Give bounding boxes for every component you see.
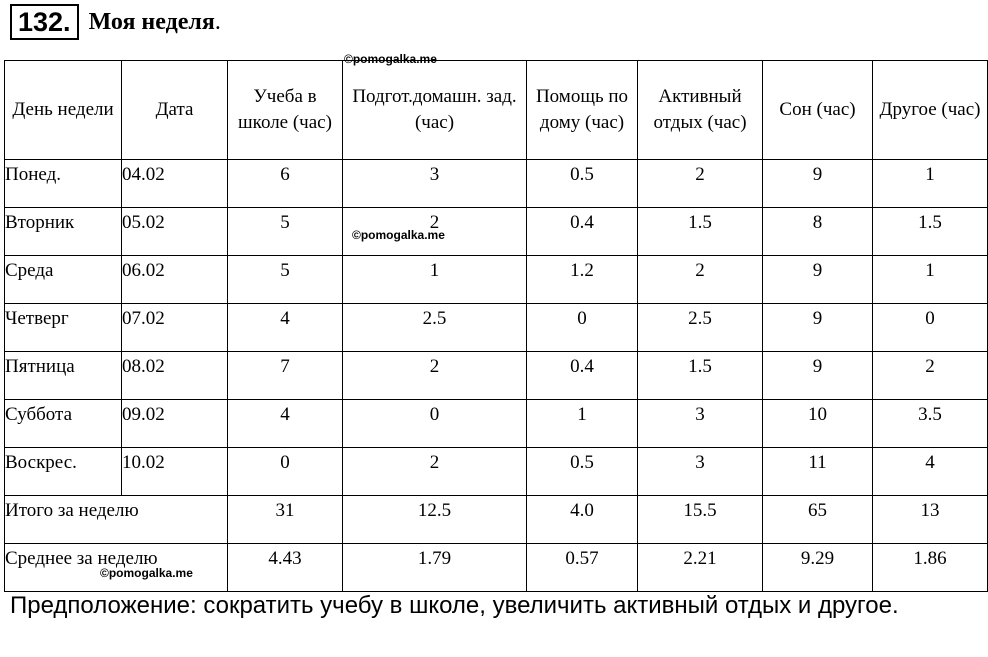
cell-school: 5 — [228, 256, 343, 304]
exercise-header — [10, 2, 221, 42]
cell-other: 0 — [873, 304, 988, 352]
cell-date: 09.02 — [122, 400, 228, 448]
cell-school: 0 — [228, 448, 343, 496]
title-dot: . — [214, 8, 221, 35]
watermark: ©pomogalka.me — [344, 52, 437, 66]
cell-other: 1.86 — [873, 544, 988, 592]
cell-school: 7 — [228, 352, 343, 400]
cell-school: 4 — [228, 304, 343, 352]
cell-other: 2 — [873, 352, 988, 400]
cell-day: Пятница — [5, 352, 122, 400]
table-header-row — [5, 61, 988, 160]
cell-date: 08.02 — [122, 352, 228, 400]
cell-homework: 1 — [343, 256, 527, 304]
cell-sleep: 65 — [763, 496, 873, 544]
header-homework: Подгот.домашн. зад. (час) — [343, 61, 527, 160]
cell-sleep: 9 — [763, 160, 873, 208]
header-housework: Помощь по дому (час) — [527, 61, 638, 160]
cell-homework: 12.5 — [343, 496, 527, 544]
cell-active-rest: 2 — [638, 160, 763, 208]
table-row — [5, 352, 988, 400]
cell-sleep: 9.29 — [763, 544, 873, 592]
cell-school: 31 — [228, 496, 343, 544]
header-active-rest: Активный отдых (час) — [638, 61, 763, 160]
cell-other: 1.5 — [873, 208, 988, 256]
watermark: ©pomogalka.me — [352, 228, 445, 242]
cell-housework: 1 — [527, 400, 638, 448]
cell-active-rest: 3 — [638, 448, 763, 496]
totals-row-label: Итого за неделю — [5, 496, 228, 544]
cell-active-rest: 15.5 — [638, 496, 763, 544]
cell-sleep: 10 — [763, 400, 873, 448]
cell-homework: 2 — [343, 352, 527, 400]
cell-date: 07.02 — [122, 304, 228, 352]
cell-sleep: 8 — [763, 208, 873, 256]
cell-housework: 0.5 — [527, 448, 638, 496]
cell-day: Воскрес. — [5, 448, 122, 496]
cell-day: Вторник — [5, 208, 122, 256]
table-row — [5, 448, 988, 496]
header-sleep: Сон (час) — [763, 61, 873, 160]
cell-homework: 3 — [343, 160, 527, 208]
cell-school: 4.43 — [228, 544, 343, 592]
cell-date: 05.02 — [122, 208, 228, 256]
header-school: Учеба в школе (час) — [228, 61, 343, 160]
cell-other: 1 — [873, 256, 988, 304]
cell-homework: 0 — [343, 400, 527, 448]
cell-date: 04.02 — [122, 160, 228, 208]
cell-school: 4 — [228, 400, 343, 448]
cell-sleep: 9 — [763, 256, 873, 304]
table-row — [5, 304, 988, 352]
exercise-title: Моя неделя — [88, 8, 215, 35]
table-row — [5, 208, 988, 256]
cell-housework: 0.4 — [527, 208, 638, 256]
averages-row-label: Среднее за неделю — [5, 544, 228, 592]
cell-date: 10.02 — [122, 448, 228, 496]
cell-housework: 0.4 — [527, 352, 638, 400]
cell-other: 1 — [873, 160, 988, 208]
cell-homework: 2.5 — [343, 304, 527, 352]
cell-homework: 2 — [343, 448, 527, 496]
watermark: ©pomogalka.me — [100, 566, 193, 580]
header-date: Дата — [122, 61, 228, 160]
cell-day: Четверг — [5, 304, 122, 352]
cell-housework: 4.0 — [527, 496, 638, 544]
cell-school: 5 — [228, 208, 343, 256]
cell-housework: 0.5 — [527, 160, 638, 208]
cell-active-rest: 2.5 — [638, 304, 763, 352]
header-other: Другое (час) — [873, 61, 988, 160]
cell-other: 13 — [873, 496, 988, 544]
cell-sleep: 9 — [763, 352, 873, 400]
cell-school: 6 — [228, 160, 343, 208]
table-row — [5, 160, 988, 208]
cell-active-rest: 1.5 — [638, 208, 763, 256]
cell-day: Среда — [5, 256, 122, 304]
assumption-note: Предположение: сократить учебу в школе, увеличить активный отдых и другое. — [10, 592, 899, 619]
cell-housework: 1.2 — [527, 256, 638, 304]
cell-date: 06.02 — [122, 256, 228, 304]
header-day: День недели — [5, 61, 122, 160]
cell-active-rest: 1.5 — [638, 352, 763, 400]
cell-day: Суббота — [5, 400, 122, 448]
cell-homework: 1.79 — [343, 544, 527, 592]
cell-active-rest: 3 — [638, 400, 763, 448]
cell-other: 3.5 — [873, 400, 988, 448]
cell-homework: 2 — [343, 208, 527, 256]
table-body — [5, 160, 988, 592]
cell-sleep: 9 — [763, 304, 873, 352]
cell-active-rest: 2 — [638, 256, 763, 304]
cell-housework: 0 — [527, 304, 638, 352]
cell-housework: 0.57 — [527, 544, 638, 592]
table-row — [5, 256, 988, 304]
week-table — [4, 60, 988, 592]
cell-active-rest: 2.21 — [638, 544, 763, 592]
totals-row — [5, 496, 988, 544]
cell-day: Понед. — [5, 160, 122, 208]
exercise-number: 132. — [10, 4, 79, 40]
table-row — [5, 400, 988, 448]
cell-sleep: 11 — [763, 448, 873, 496]
cell-other: 4 — [873, 448, 988, 496]
